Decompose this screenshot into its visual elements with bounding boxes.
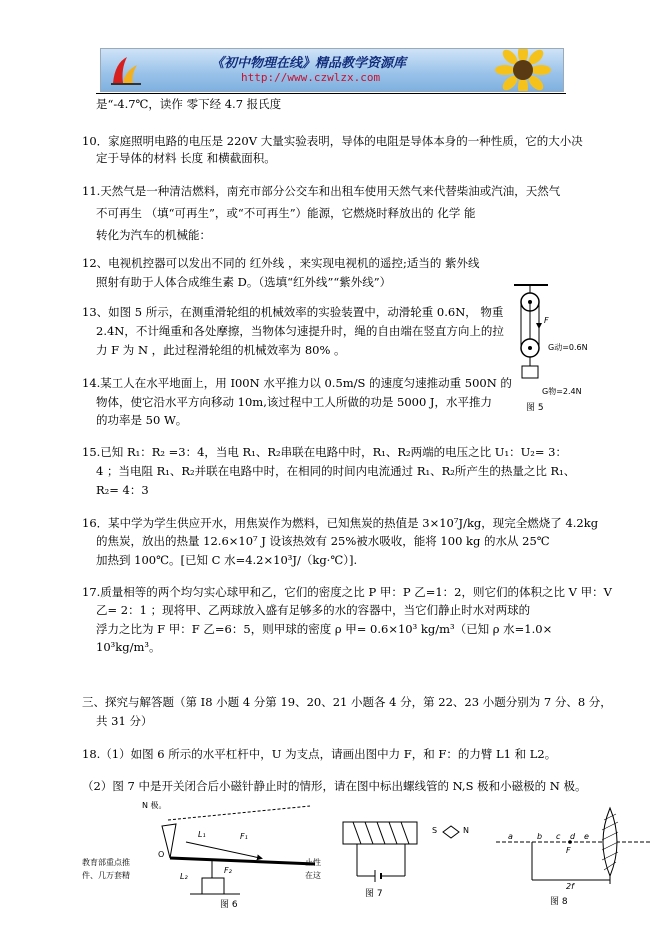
header-banner <box>100 48 564 92</box>
fig5-gwu-label: G物=2.4N <box>542 387 582 396</box>
fig8-point-d: d <box>570 832 576 841</box>
fig6-l2-label: L₂ <box>180 872 188 881</box>
q14-line2: 物体，使它沿水平方向移动 10m,该过程中工人所做的功是 5000 J，水平推力 <box>96 395 493 409</box>
q12-line2: 照射有助于人体合成维生素 D。（选填“红外线”“紫外线”） <box>96 275 392 289</box>
q17-line1: 17.质量相等的两个均匀实心球甲和乙，它们的密度之比 P 甲：P 乙=1：2，则它们的体积之比 V 甲：V <box>82 585 612 599</box>
q15-line2: 4 ；当电阻 R₁、R₂并联在电路中时，在相同的时间内电流通过 R₁、R₂所产生的热量之比 R₁、 <box>96 464 576 478</box>
fig8-point-b: b <box>537 832 543 841</box>
fig8-point-a: a <box>508 832 513 841</box>
sunflower-icon <box>493 48 553 92</box>
fig8-twof-label: 2f <box>566 882 574 891</box>
q13-line1: 13、如图 5 所示，在测重滑轮组的机械效率的实验装置中，动滑轮重 0.6N， 物重 <box>82 305 504 319</box>
banner-url[interactable]: http://www.czwlzx.com <box>241 71 381 84</box>
fig6-caption: 图 6 <box>220 900 238 910</box>
q17-line4: 10³kg/m³。 <box>96 640 161 654</box>
q11-line3: 转化为汽车的机械能： <box>96 228 211 242</box>
q15-line3: R₂= 4：3 <box>96 483 149 497</box>
q18-line2: （2）图 7 中是开关闭合后小磁针静止时的情形，请在图中标出螺线管的 N,S 极和小磁极的 N 极。 <box>82 779 587 793</box>
fig8-caption: 图 8 <box>550 897 568 907</box>
q16-line1: 16．某中学为学生供应开水，用焦炭作为燃料，已知焦炭的热值是 3×10⁷J/kg，现完全燃烧了 4.2kg <box>82 516 599 530</box>
q18-line1: 18.（1）如图 6 所示的水平杠杆中，U 为支点，请画出图中力 F，和 F：的力臂 L1 和 L2。 <box>82 747 557 761</box>
fig8-point-c: c <box>556 832 561 841</box>
fig5-caption: 图 5 <box>526 403 544 413</box>
q13-line3: 力 F 为 N ，此过程滑轮组的机械效率为 80% 。 <box>96 343 346 357</box>
q11-line2: 不可再生 （填“可再生”，或“不可再生”）能源，它燃烧时释放出的 化学 能 <box>96 206 476 220</box>
q14-line1: 14.某工人在水平地面上，用 I00N 水平推力以 0.5m/S 的速度匀速推动重 500N 的 <box>82 376 512 390</box>
q17-line2: 乙= 2：1 ；现将甲、乙两球放入盛有足够多的水的容器中，当它们静止时水对两球的 <box>96 603 531 617</box>
section3-line2: 共 31 分） <box>96 714 153 728</box>
fig5-gdong-label: G动=0.6N <box>548 343 588 352</box>
fig6-side-note-left: 教育部重点推 件、几万套精 <box>82 858 130 880</box>
figure-6 <box>140 798 320 908</box>
q15-line1: 15.已知 R₁：R₂ =3：4，当电 R₁、R₂串联在电路中时，R₁、R₂两端的电压之比 U₁：U₂= 3： <box>82 445 568 459</box>
fig6-l1-label: L₁ <box>198 830 206 839</box>
q16-line3: 加热到 100℃。[已知 C 水=4.2×10³J/（kg·℃）]. <box>96 553 358 567</box>
q10-line1: 10．家庭照明电路的电压是 220V 大量实验表明，导体的电阻是导体本身的一种性质，它的大小决 <box>82 134 583 148</box>
fig6-north-label: N 极。 <box>142 801 167 810</box>
fig5-force-label: F <box>544 316 549 325</box>
q14-line3: 的功率是 50 W。 <box>96 413 188 427</box>
line-temperature: 是“-4.7℃，读作 零下经 4.7 报氏度 <box>96 97 282 111</box>
figure-7 <box>335 810 475 900</box>
fig6-side-note-right: 止性 在这 <box>305 858 321 880</box>
fig7-s-label: S <box>432 826 438 835</box>
banner-title: 《初中物理在线》精品教学资源库 <box>211 56 407 71</box>
q11-line1: 11.天然气是一种清洁燃料，南充市部分公交车和出租车使用天然气来代替柴油或汽油，天然气 <box>82 184 561 198</box>
fig7-caption: 图 7 <box>365 889 383 899</box>
q10-line2: 定于导体的材料 长度 和横截面积。 <box>96 151 276 165</box>
fig6-f1-label: F₁ <box>240 832 248 841</box>
section3-line1: 三、探究与解答题（第 I8 小题 4 分第 19、20、21 小题各 4 分，第 22、23 小题分别为 7 分、8 分， <box>82 695 612 709</box>
logo-icon <box>109 53 143 87</box>
figure-8 <box>492 800 652 910</box>
q12-line1: 12、电视机控器可以发出不同的 红外线 ，来实现电视机的遥控;适当的 紫外线 <box>82 256 480 270</box>
q17-line3: 浮力之比为 F 甲：F 乙=6：5，则甲球的密度 ρ 甲= 0.6×10³ kg/m³（已知 ρ 水=1.0× <box>96 622 553 636</box>
q13-line2: 2.4N，不计绳重和各处摩擦，当物体匀速提升时，绳的自由端在竖直方向上的拉 <box>96 324 504 338</box>
fig8-point-e: e <box>584 832 589 841</box>
fig6-f2-label: F₂ <box>224 866 232 875</box>
fig6-pivot-label: O <box>158 850 165 859</box>
fig7-n-label: N <box>463 826 469 835</box>
figure-5 <box>508 282 608 412</box>
fig8-focus-label: F <box>566 846 571 855</box>
q16-line2: 的焦炭，放出的热量 12.6×10⁷ J 设该热效有 25%被水吸收，能将 100 kg 的水从 25℃ <box>96 534 550 548</box>
